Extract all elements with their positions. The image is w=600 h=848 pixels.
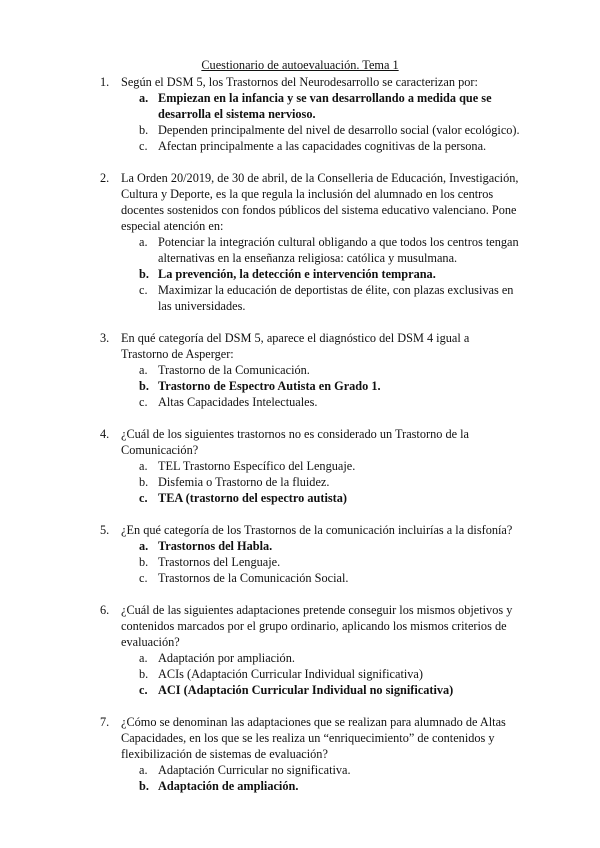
document-title: Cuestionario de autoevaluación. Tema 1	[201, 58, 399, 72]
option-text: TEA (trastorno del espectro autista)	[158, 491, 347, 505]
answer-option	[139, 122, 523, 138]
question-text: ¿En qué categoría de los Trastornos de la comunicación incluirías a la disfonía?	[121, 523, 513, 537]
answer-option	[139, 474, 523, 490]
option-letter: a.	[139, 363, 148, 377]
answer-option	[139, 282, 523, 314]
answer-options	[0, 762, 600, 794]
question-2	[0, 170, 600, 314]
answer-option	[139, 554, 523, 570]
question-number: 1.	[100, 75, 110, 89]
question-number: 7.	[100, 715, 110, 729]
option-letter: c.	[139, 139, 148, 153]
question-text: En qué categoría del DSM 5, aparece el diagnóstico del DSM 4 igual a Trastorno de Asperger:	[121, 331, 470, 361]
option-letter: b.	[139, 475, 149, 489]
question-number: 5.	[100, 523, 110, 537]
option-text: Trastornos del Habla.	[158, 539, 273, 553]
option-letter: b.	[139, 555, 149, 569]
option-text: Trastornos del Lenguaje.	[158, 555, 281, 569]
question-number: 4.	[100, 427, 110, 441]
option-text: Adaptación Curricular no significativa.	[158, 763, 351, 777]
question-list	[0, 74, 600, 810]
question-text: La Orden 20/2019, de 30 de abril, de la Conselleria de Educación, Investigación, Cultura y Deporte, es la que regula la inclusión del alumnado en los centros docentes sostenidos con fondos públicos del sistema educativo valenciano. Pone especial atención en:	[121, 171, 519, 233]
answer-option	[139, 362, 523, 378]
answer-option	[139, 458, 523, 474]
option-text: Trastorno de Espectro Autista en Grado 1.	[158, 379, 381, 393]
question-text: ¿Cuál de los siguientes trastornos no es considerado un Trastorno de la Comunicación?	[121, 427, 470, 457]
option-text: Adaptación de ampliación.	[158, 779, 299, 793]
option-text: ACIs (Adaptación Curricular Individual significativa)	[158, 667, 423, 681]
question-number: 3.	[100, 331, 110, 345]
answer-options	[0, 362, 600, 410]
answer-options	[0, 538, 600, 586]
answer-option	[139, 666, 523, 682]
option-text: Disfemia o Trastorno de la fluidez.	[158, 475, 330, 489]
question-text: ¿Cómo se denominan las adaptaciones que se realizan para alumnado de Altas Capacidades, en los que se les realiza un “enriquecimiento” de contenidos y flexibilización de sistemas de evaluación?	[121, 715, 506, 761]
option-letter: b.	[139, 779, 149, 793]
option-letter: a.	[139, 539, 149, 553]
option-text: Maximizar la educación de deportistas de élite, con plazas exclusivas en las universidades.	[158, 283, 514, 313]
option-letter: c.	[139, 683, 148, 697]
answer-options	[0, 234, 600, 314]
option-letter: a.	[139, 91, 149, 105]
question-1	[0, 74, 600, 154]
option-letter: c.	[139, 395, 148, 409]
answer-options	[0, 650, 600, 698]
question-6	[0, 602, 600, 698]
question-text: Según el DSM 5, los Trastornos del Neurodesarrollo se caracterizan por:	[121, 75, 478, 89]
answer-option	[139, 234, 523, 266]
answer-option-correct	[139, 490, 523, 506]
answer-option	[139, 570, 523, 586]
option-letter: b.	[139, 267, 149, 281]
option-text: Trastorno de la Comunicación.	[158, 363, 310, 377]
answer-option-correct	[139, 266, 523, 282]
option-text: Trastornos de la Comunicación Social.	[158, 571, 349, 585]
answer-option	[139, 650, 523, 666]
option-text: ACI (Adaptación Curricular Individual no significativa)	[158, 683, 454, 697]
option-text: Empiezan en la infancia y se van desarrollando a medida que se desarrolla el sistema nervioso.	[158, 91, 492, 121]
answer-option-correct	[139, 90, 523, 122]
option-text: Afectan principalmente a las capacidades cognitivas de la persona.	[158, 139, 487, 153]
option-letter: c.	[139, 571, 148, 585]
answer-options	[0, 458, 600, 506]
question-number: 6.	[100, 603, 110, 617]
option-text: Adaptación por ampliación.	[158, 651, 295, 665]
question-5	[0, 522, 600, 586]
option-letter: a.	[139, 235, 148, 249]
answer-option-correct	[139, 538, 523, 554]
option-letter: a.	[139, 651, 148, 665]
question-number: 2.	[100, 171, 110, 185]
option-letter: c.	[139, 491, 148, 505]
option-letter: b.	[139, 379, 149, 393]
option-letter: c.	[139, 283, 148, 297]
answer-option	[139, 394, 523, 410]
question-7	[0, 714, 600, 794]
option-text: Altas Capacidades Intelectuales.	[158, 395, 318, 409]
option-text: TEL Trastorno Específico del Lenguaje.	[158, 459, 356, 473]
option-text: Dependen principalmente del nivel de desarrollo social (valor ecológico).	[158, 123, 520, 137]
answer-option-correct	[139, 378, 523, 394]
question-3	[0, 330, 600, 410]
option-text: Potenciar la integración cultural obligando a que todos los centros tengan alternativas en la enseñanza religiosa: católica y musulmana.	[158, 235, 519, 265]
answer-options	[0, 90, 600, 154]
option-letter: b.	[139, 123, 149, 137]
answer-option	[139, 138, 523, 154]
answer-option-correct	[139, 682, 523, 698]
question-4	[0, 426, 600, 506]
option-letter: b.	[139, 667, 149, 681]
option-letter: a.	[139, 763, 148, 777]
answer-option-correct	[139, 778, 523, 794]
question-text: ¿Cuál de las siguientes adaptaciones pretende conseguir los mismos objetivos y contenidos marcados por el grupo ordinario, aplicando los mismos criterios de evaluación?	[121, 603, 513, 649]
answer-option	[139, 762, 523, 778]
option-text: La prevención, la detección e intervención temprana.	[158, 267, 436, 281]
option-letter: a.	[139, 459, 148, 473]
